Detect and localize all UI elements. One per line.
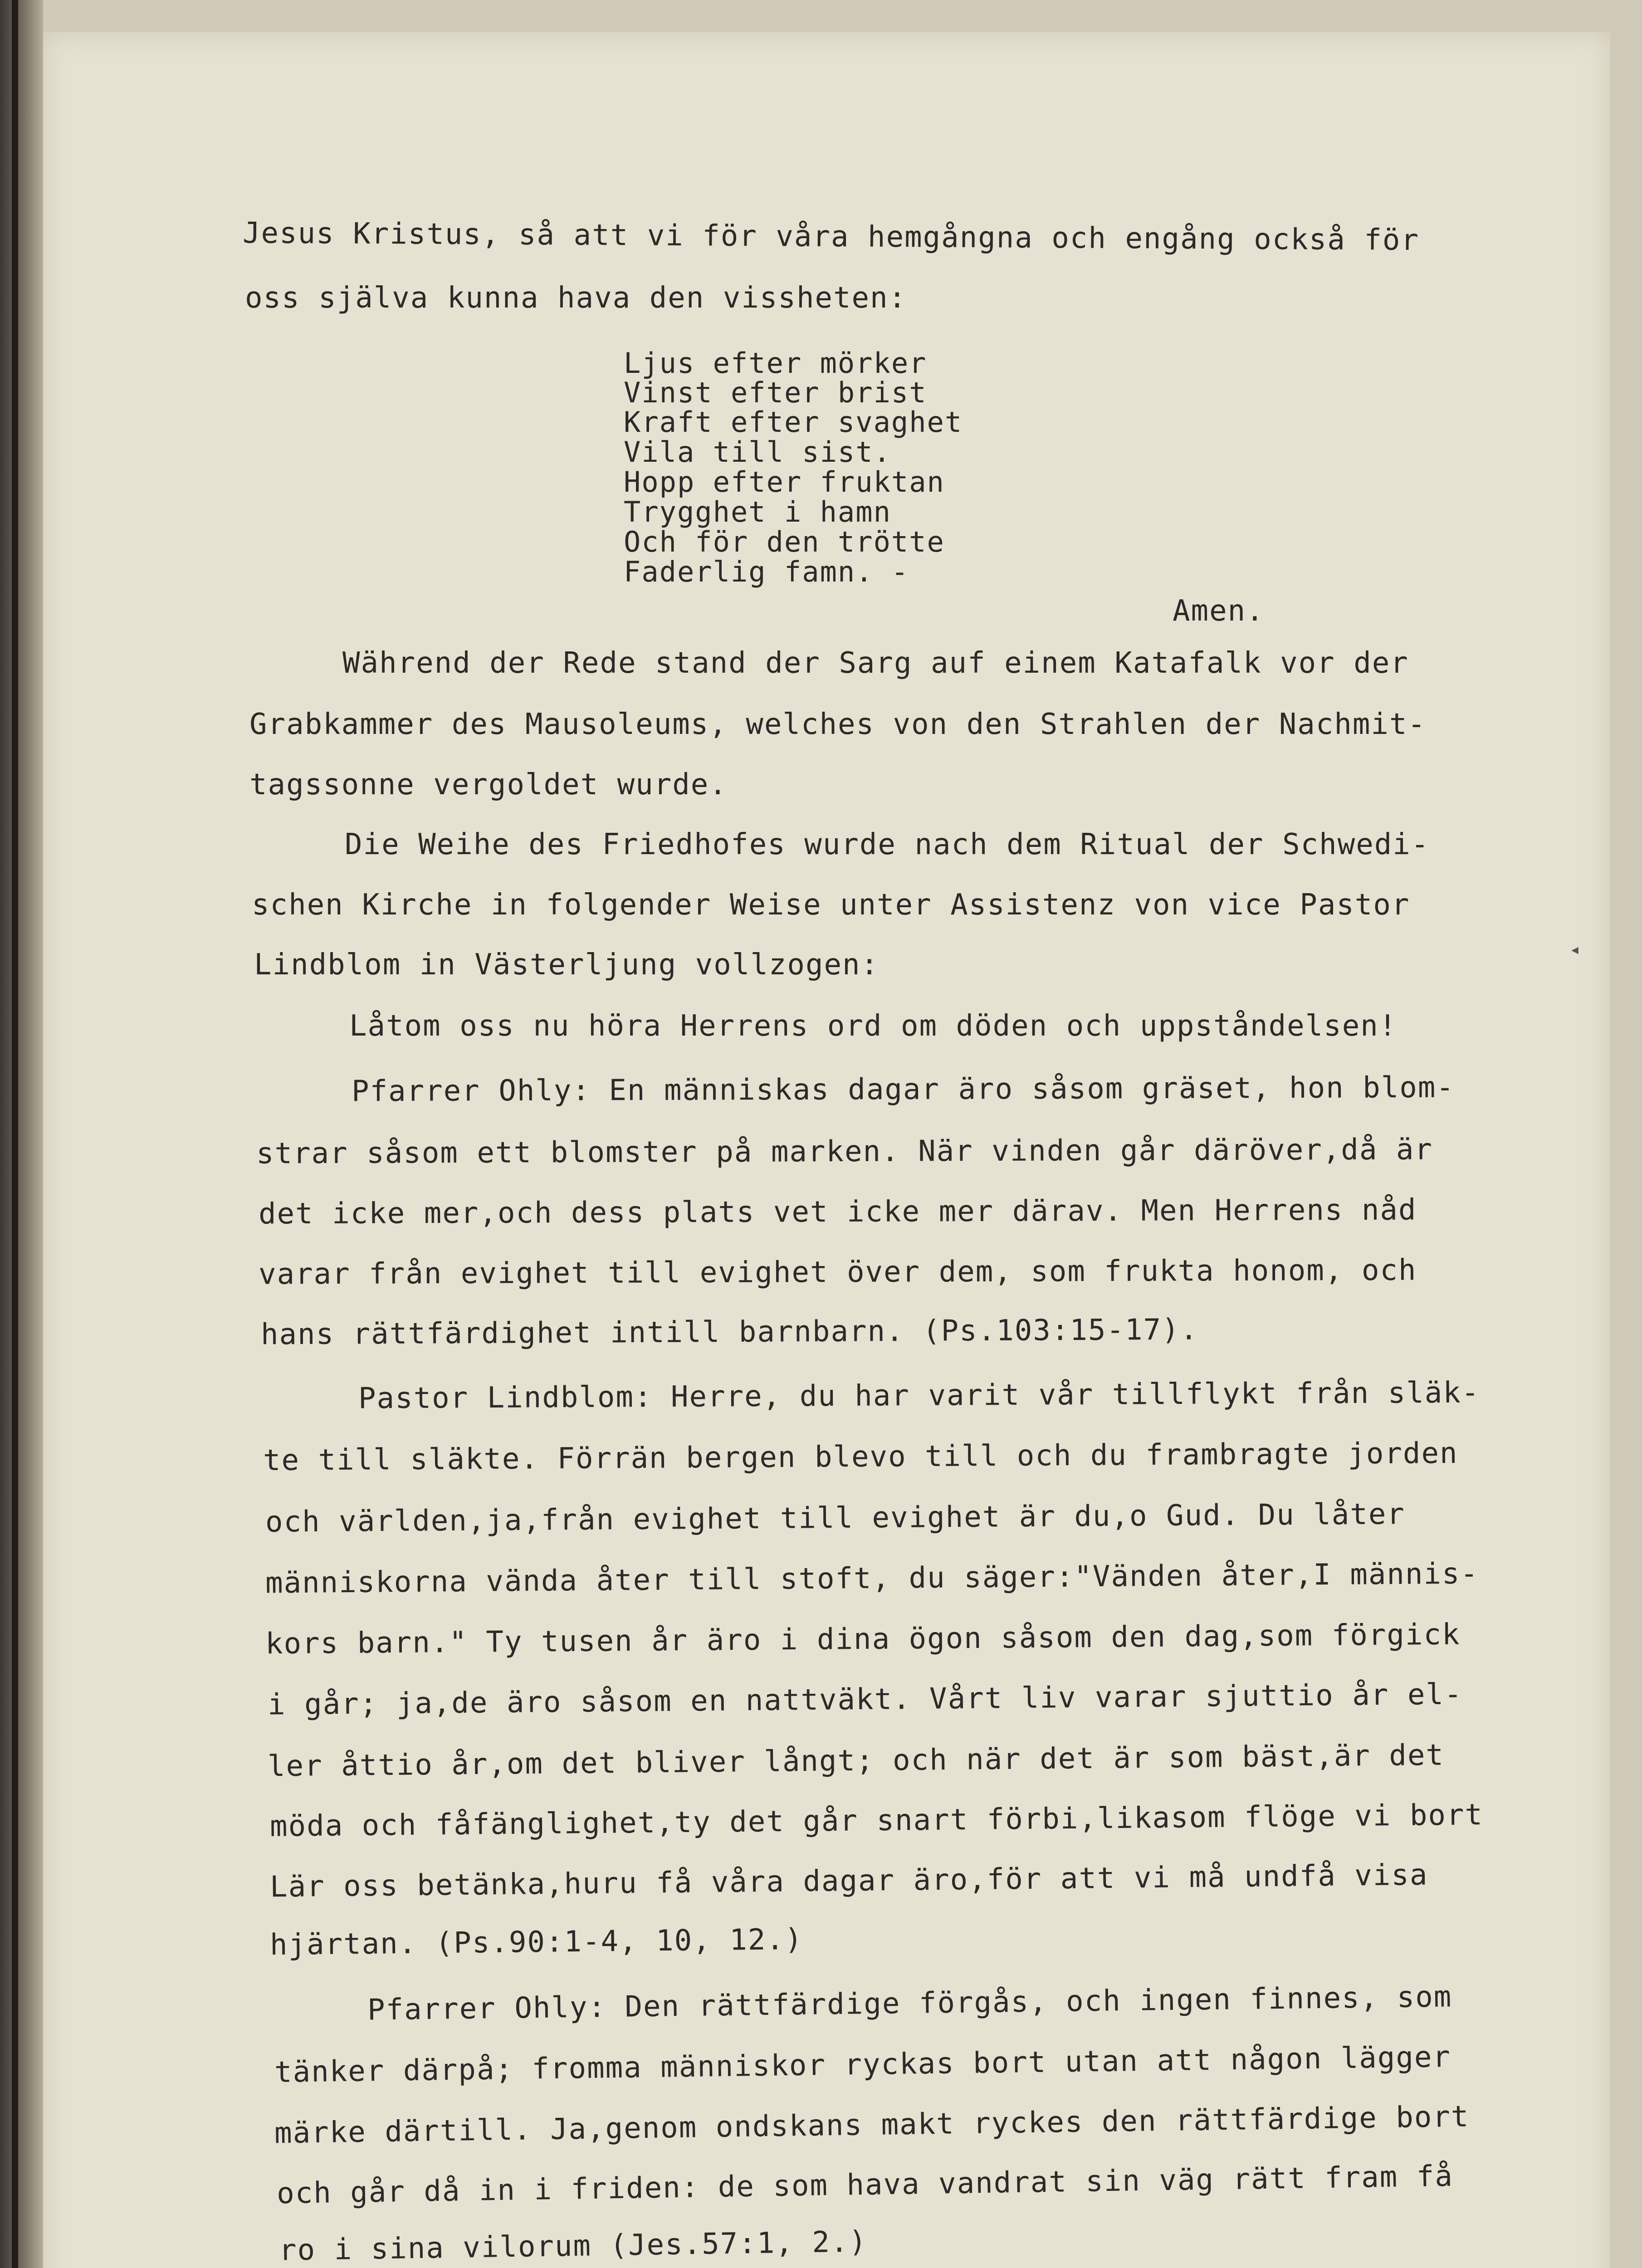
text-line: Pfarrer Ohly: Den rättfärdige förgås, och ingen finnes, som (367, 1980, 1452, 2027)
text-line: ro i sina vilorum (Jes.57:1, 2.) (279, 2225, 868, 2268)
text-line: möda och fåfänglighet,ty det går snart förbi,likasom flöge vi bort (269, 1798, 1484, 1843)
text-line: i går; ja,de äro såsom en nattväkt. Vårt liv varar sjuttio år el- (267, 1677, 1463, 1722)
text-line: strar såsom ett blomster på marken. När vinden går däröver,då är (256, 1133, 1433, 1171)
text-line: tänker därpå; fromma människor ryckas bort utan att någon lägger (274, 2040, 1451, 2089)
text-line: Låtom oss nu höra Herrens ord om döden och uppståndelsen! (349, 1009, 1398, 1043)
text-line: schen Kirche in folgender Weise unter Assistenz von vice Pastor (252, 888, 1410, 922)
text-line: hjärtan. (Ps.90:1-4, 10, 12.) (269, 1922, 803, 1962)
typewritten-text (43, 32, 1610, 2268)
text-line: människorna vända åter till stoft, du säger:"Vänden åter,I männis- (265, 1557, 1479, 1600)
text-line: Grabkammer des Mausoleums, welches von den Strahlen der Nachmit- (249, 708, 1426, 741)
text-line: det icke mer,och dess plats vet icke mer därav. Men Herrens nåd (258, 1193, 1417, 1231)
text-line: Die Weihe des Friedhofes wurde nach dem Ritual der Schwedi- (345, 828, 1430, 861)
text-line: och går då in i friden: de som hava vandrat sin väg rätt fram få (276, 2159, 1454, 2211)
text-line: te till släkte. Förrän bergen blevo till och du frambragte jorden (263, 1436, 1458, 1478)
text-line: Jesus Kristus, så att vi för våra hemgångna och engång också för (242, 216, 1420, 257)
text-line: och världen,ja,från evighet till evighet är du,o Gud. Du låter (265, 1497, 1406, 1539)
poem-line: Kraft efter svaghet (624, 406, 963, 439)
text-line: Lindblom in Västerljung vollzogen: (254, 948, 880, 982)
text-line: märke därtill. Ja,genom ondskans makt ryckes den rättfärdige bort (274, 2100, 1470, 2151)
document-page (43, 32, 1610, 2268)
margin-arrow-mark: ◂ (1569, 939, 1581, 960)
poem-line: Faderlig famn. - (624, 555, 909, 588)
poem-line: Och för den trötte (624, 525, 945, 558)
text-line: oss själva kunna hava den vissheten: (245, 281, 907, 315)
text-line: tagssonne vergoldet wurde. (249, 768, 728, 802)
poem-line: Vila till sist. (624, 435, 891, 469)
text-line: ler åttio år,om det bliver långt; och när det är som bäst,är det (267, 1738, 1445, 1784)
text-line: Pastor Lindblom: Herre, du har varit vår tillflykt från släk- (358, 1376, 1480, 1416)
poem-line: Vinst efter brist (624, 376, 927, 409)
poem-line: Trygghet i hamn (624, 495, 891, 528)
book-spine (0, 0, 43, 2268)
text-line: Lär oss betänka,huru få våra dagar äro,för att vi må undfå visa (269, 1858, 1428, 1904)
text-line: hans rättfärdighet intill barnbarn. (Ps.103:15-17). (260, 1313, 1199, 1352)
text-line: varar från evighet till evighet över dem, som frukta honom, och (258, 1253, 1417, 1291)
text-line: Während der Rede stand der Sarg auf einem Katafalk vor der (342, 646, 1409, 680)
text-line: Pfarrer Ohly: En människas dagar äro såsom gräset, hon blom- (351, 1070, 1455, 1109)
binding-edge (12, 0, 18, 2268)
poem-line: Hopp efter fruktan (624, 465, 945, 499)
amen-line: Amen. (1173, 594, 1265, 628)
poem-line: Ljus efter mörker (624, 347, 927, 380)
text-line: kors barn." Ty tusen år äro i dina ögon såsom den dag,som förgick (265, 1618, 1461, 1661)
